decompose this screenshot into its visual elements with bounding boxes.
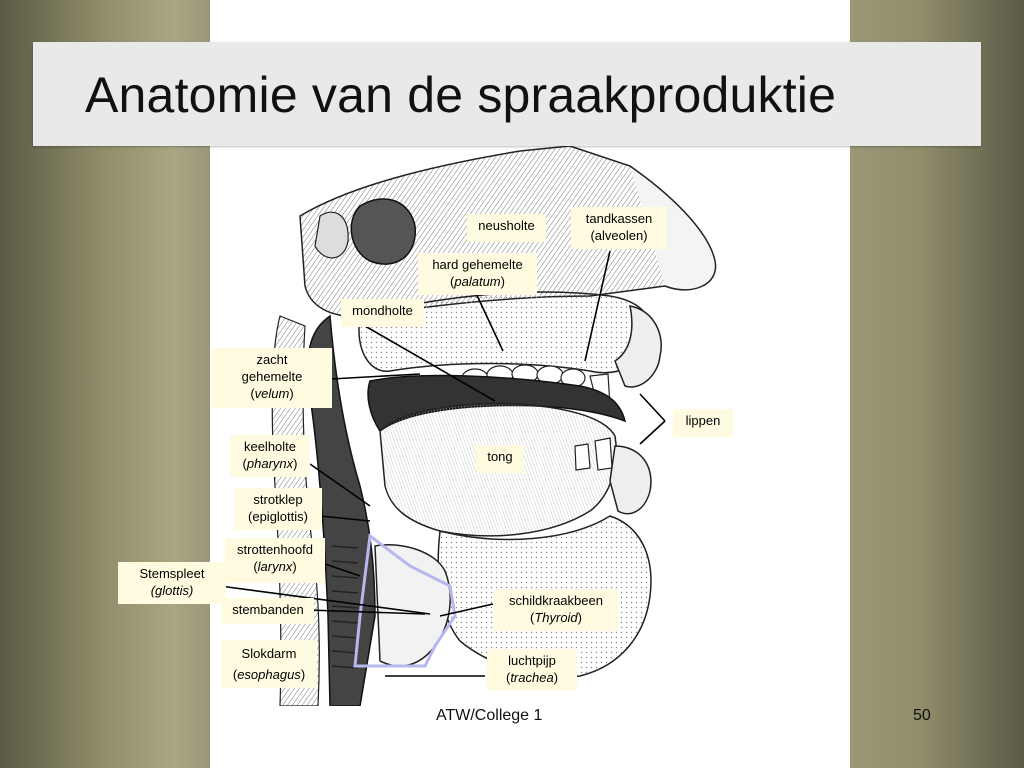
- lower-lip: [610, 446, 651, 514]
- label-text: keelholte: [243, 439, 297, 454]
- label-text: Slokdarm: [241, 646, 297, 661]
- label-hard-gehemelte: [418, 253, 537, 295]
- title-bar: [33, 42, 981, 146]
- label-text: (alveolen): [590, 228, 648, 243]
- label-text: (epiglottis): [248, 509, 308, 524]
- sinus: [351, 199, 415, 264]
- label-text: luchtpijp: [508, 653, 556, 668]
- label-text: tandkassen: [585, 211, 653, 226]
- label-text: hard gehemelte: [432, 257, 523, 272]
- label-text-italic: esophagus: [237, 667, 301, 682]
- label-tong: [476, 445, 524, 473]
- sinus-2: [315, 212, 348, 258]
- label-text-italic: larynx: [257, 559, 293, 574]
- label-neusholte: [467, 214, 546, 242]
- label-text: lippen: [685, 413, 721, 428]
- label-text: (: [450, 274, 455, 289]
- label-strottenhoofd: strottenhoofd (larynx): [225, 538, 325, 583]
- label-stembanden: [222, 598, 314, 624]
- label-luchtpijp: luchtpijp (trachea): [487, 649, 577, 691]
- larynx: [375, 545, 450, 666]
- label-tandkassen: [571, 207, 667, 249]
- label-text-italic: pharynx: [246, 456, 294, 471]
- label-text: strottenhoofd: [237, 542, 313, 557]
- label-strotklep: [234, 488, 322, 530]
- label-text: stembanden: [232, 602, 304, 617]
- label-text-italic: Thyroid: [534, 610, 578, 625]
- slide-footer: ATW/College 1: [436, 707, 543, 724]
- label-mondholte: [341, 299, 424, 327]
- label-text: tong: [487, 449, 513, 464]
- label-keelholte: keelholte (pharynx): [230, 435, 310, 477]
- label-stemspleet: [118, 562, 226, 604]
- label-zacht-gehemelte: zacht gehemelte (velum): [212, 348, 332, 408]
- label-schildkraakbeen: schildkraakbeen (Thyroid): [494, 589, 618, 631]
- slide-title: Anatomie van de spraakproduktie: [85, 67, 837, 123]
- page-number: 50: [913, 707, 931, 724]
- label-lippen: [673, 409, 733, 437]
- label-text: neusholte: [478, 218, 535, 233]
- label-text: gehemelte: [241, 369, 303, 384]
- label-text-italic: (glottis): [150, 583, 194, 598]
- label-text-italic: trachea: [510, 670, 554, 685]
- label-text: mondholte: [352, 303, 413, 318]
- label-text: ): [500, 274, 505, 289]
- label-text: Stemspleet: [139, 566, 205, 581]
- label-text-italic: palatum: [454, 274, 501, 289]
- label-text-italic: velum: [254, 386, 290, 401]
- label-text: schildkraakbeen: [509, 593, 603, 608]
- label-slokdarm: Slokdarm (esophagus): [221, 640, 317, 688]
- label-text: zacht: [256, 352, 288, 367]
- label-text: strotklep: [253, 492, 303, 507]
